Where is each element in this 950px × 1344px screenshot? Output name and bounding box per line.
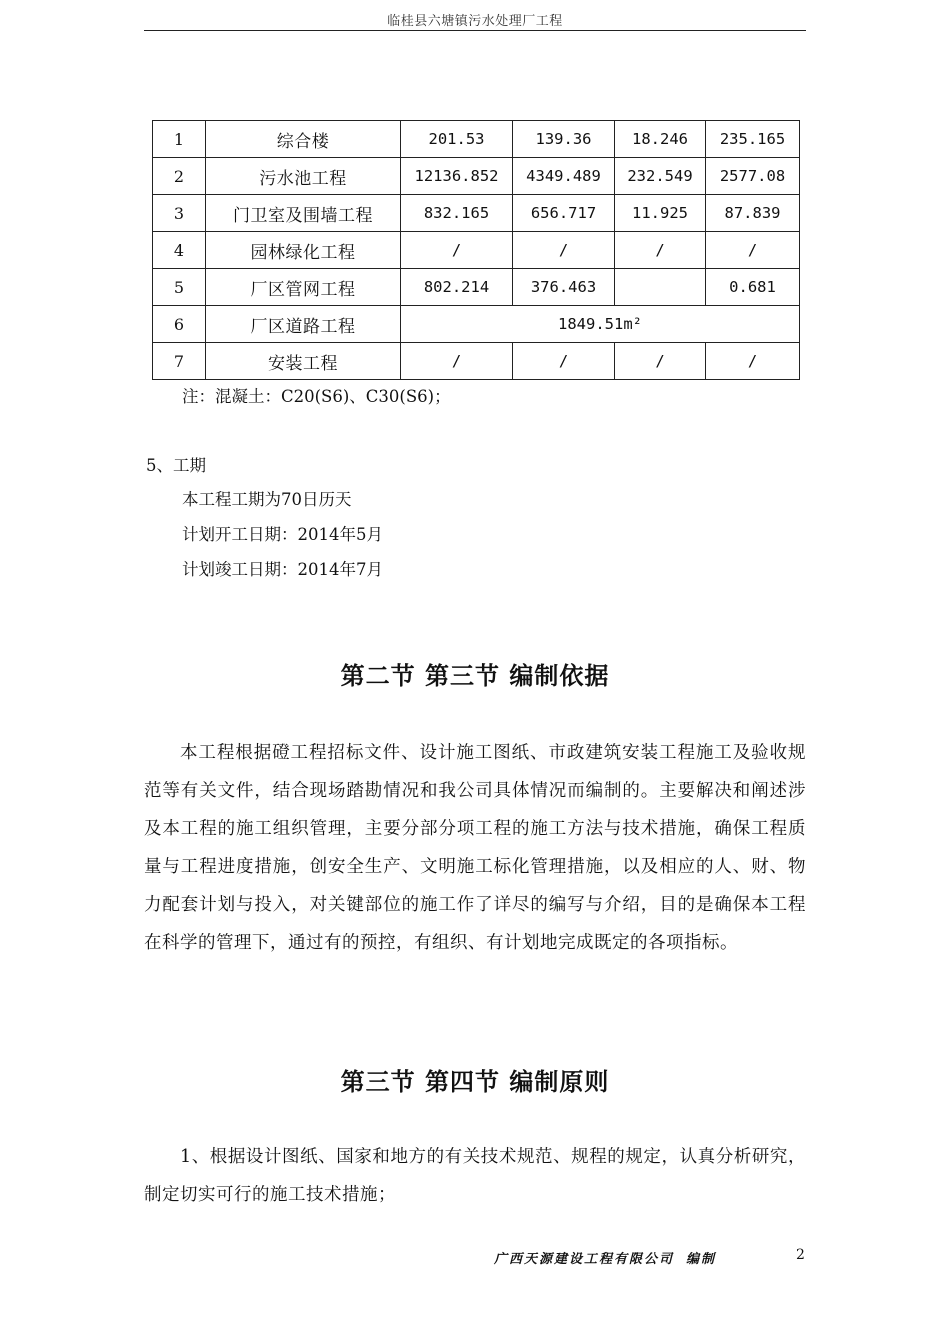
table-row <box>153 195 800 232</box>
cell-value: 832.165 <box>401 195 513 232</box>
cell-value: / <box>401 343 513 380</box>
page-number: 2 <box>796 1247 805 1263</box>
row-number: 1 <box>153 121 206 158</box>
cell-value: / <box>706 343 800 380</box>
section-body-principles: 1、根据设计图纸、国家和地方的有关技术规范、规程的规定，认真分析研究，制定切实可行的施工技术措施； <box>144 1147 806 1205</box>
cell-value: 139.36 <box>513 121 615 158</box>
cell-value: 18.246 <box>615 121 706 158</box>
item-name: 厂区道路工程 <box>206 306 401 343</box>
cell-value: 376.463 <box>513 269 615 306</box>
cell-value: 0.681 <box>706 269 800 306</box>
footer-edit-label: 编制 <box>686 1252 717 1267</box>
cell-value: 12136.852 <box>401 158 513 195</box>
item-name: 门卫室及围墙工程 <box>206 195 401 232</box>
cell-value: / <box>615 232 706 269</box>
section-body-basis: 本工程根据磴工程招标文件、设计施工图纸、市政建筑安装工程施工及验收规范等有关文件，结合现场踏勘情况和我公司具体情况而编制的。主要解决和阐述涉及本工程的施工组织管理，主要分部分项工程的施工方法与技术措施，确保工程质量与工程进度措施，创安全生产、文明施工标化管理措施，以及相应的人、财、物力配套计划与投入，对关键部位的施工作了详尽的编写与介绍，目的是确保本工程在科学的管理下，通过有的预控，有组织、有计划地完成既定的各项指标。 <box>144 743 806 953</box>
cell-value: / <box>615 343 706 380</box>
item-name: 厂区管网工程 <box>206 269 401 306</box>
row-number: 2 <box>153 158 206 195</box>
cell-value <box>615 269 706 306</box>
schedule-heading: 5、工期 <box>146 456 206 475</box>
cell-value: / <box>706 232 800 269</box>
schedule-duration: 本工程工期为70日历天 <box>182 490 352 509</box>
table-row <box>153 232 800 269</box>
cell-value: 235.165 <box>706 121 800 158</box>
cell-value: 201.53 <box>401 121 513 158</box>
item-name: 安装工程 <box>206 343 401 380</box>
cell-value: 656.717 <box>513 195 615 232</box>
table-row <box>153 121 800 158</box>
schedule-start-date: 计划开工日期：2014年5月 <box>182 525 383 544</box>
item-name: 园林绿化工程 <box>206 232 401 269</box>
section-title-principles: 第三节 第四节 编制原则 <box>340 1068 610 1096</box>
cell-value: / <box>513 343 615 380</box>
schedule-end-date: 计划竣工日期：2014年7月 <box>182 560 383 579</box>
concrete-note: 注：混凝土：C20(S6)、C30(S6)； <box>182 387 451 406</box>
table-row <box>153 343 800 380</box>
cell-value: / <box>513 232 615 269</box>
footer-company-name: 广西天源建设工程有限公司 <box>494 1252 675 1267</box>
section-title-basis: 第二节 第三节 编制依据 <box>340 662 610 690</box>
row-number: 5 <box>153 269 206 306</box>
cell-value: 87.839 <box>706 195 800 232</box>
page-header-title: 临桂县六塘镇污水处理厂工程 <box>387 14 563 29</box>
header-divider <box>144 30 806 31</box>
cell-value: 232.549 <box>615 158 706 195</box>
item-name: 综合楼 <box>206 121 401 158</box>
cell-value: / <box>401 232 513 269</box>
cell-value: 11.925 <box>615 195 706 232</box>
merged-area-cell: 1849.51m² <box>401 306 800 343</box>
row-number: 6 <box>153 306 206 343</box>
table-row <box>153 269 800 306</box>
item-name: 污水池工程 <box>206 158 401 195</box>
row-number: 3 <box>153 195 206 232</box>
cell-value: 2577.08 <box>706 158 800 195</box>
table-row <box>153 158 800 195</box>
row-number: 7 <box>153 343 206 380</box>
row-number: 4 <box>153 232 206 269</box>
cell-value: 4349.489 <box>513 158 615 195</box>
cell-value: 802.214 <box>401 269 513 306</box>
quantities-table <box>152 120 800 380</box>
table-row <box>153 306 800 343</box>
